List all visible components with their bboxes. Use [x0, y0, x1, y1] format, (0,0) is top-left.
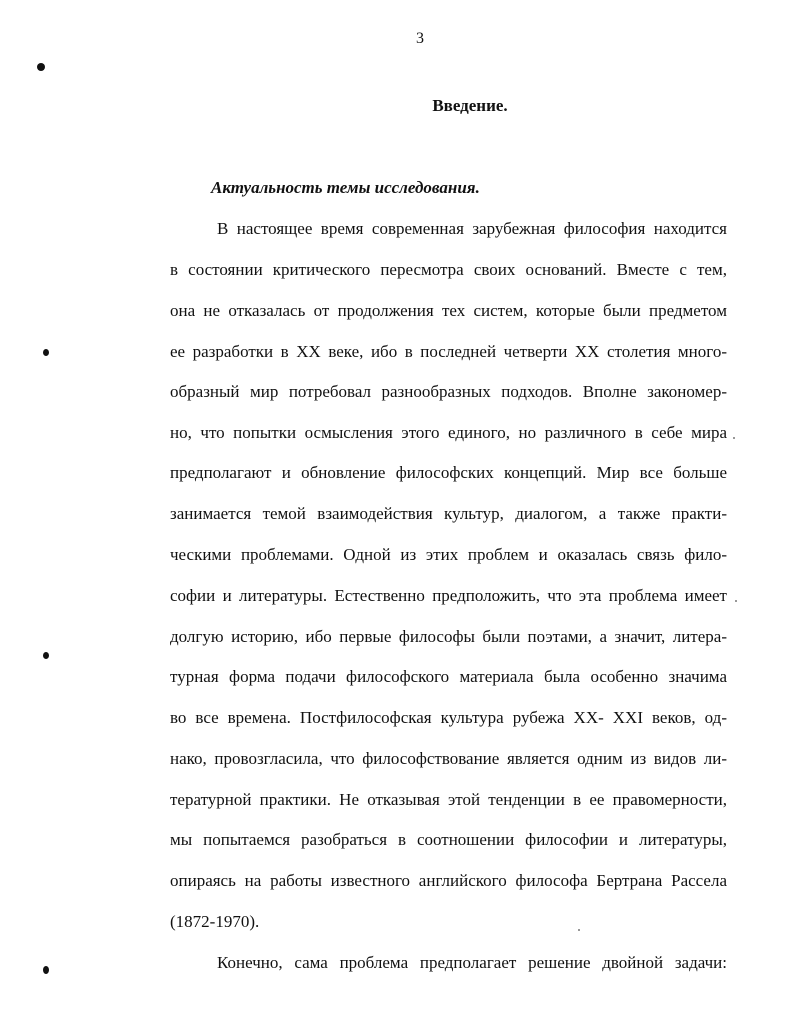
- text-line: (1872-1970).: [170, 912, 260, 931]
- text-line: предполагают и обновление философских концепций. Мир все больше: [170, 463, 727, 482]
- text-line: но, что попытки осмысления этого единого, но различного в себе мира: [170, 423, 727, 442]
- section-title: Введение.: [432, 96, 508, 115]
- section-subtitle: Актуальность темы исследования.: [211, 178, 480, 197]
- page-number: 3: [416, 30, 424, 47]
- text-line: софии и литературы. Естественно предположить, что эта проблема имеет: [170, 586, 727, 605]
- text-line: ческими проблемами. Одной из этих проблем и оказалась связь фило-: [170, 545, 727, 564]
- scan-speck: [733, 437, 735, 439]
- text-line: образный мир потребовал разнообразных подходов. Вполне закономер-: [170, 382, 727, 401]
- binding-hole-mark: [37, 63, 45, 71]
- scan-speck: [578, 929, 580, 931]
- text-line: опираясь на работы известного английского философа Бертрана Рассела: [170, 871, 727, 890]
- text-line: занимается темой взаимодействия культур, диалогом, а также практи-: [170, 504, 727, 523]
- text-line: ее разработки в XX веке, ибо в последней четверти XX столетия много-: [170, 342, 727, 361]
- text-line: нако, провозгласила, что философствование является одним из видов ли-: [170, 749, 727, 768]
- text-line: она не отказалась от продолжения тех систем, которые были предметом: [170, 301, 727, 320]
- text-line: В настоящее время современная зарубежная философия находится: [217, 219, 727, 238]
- text-line: турная форма подачи философского материала была особенно значима: [170, 667, 727, 686]
- binding-hole-mark: [43, 652, 49, 659]
- text-line: долгую историю, ибо первые философы были поэтами, а значит, литера-: [170, 627, 727, 646]
- scan-speck: [735, 600, 737, 602]
- text-line: тературной практики. Не отказывая этой тенденции в ее правомерности,: [170, 790, 727, 809]
- binding-hole-mark: [43, 966, 49, 974]
- text-line: в состоянии критического пересмотра своих оснований. Вместе с тем,: [170, 260, 727, 279]
- text-line: мы попытаемся разобраться в соотношении философии и литературы,: [170, 830, 727, 849]
- text-line: во все времена. Постфилософская культура рубежа XX- XXI веков, од-: [170, 708, 727, 727]
- text-line: Конечно, сама проблема предполагает решение двойной задачи:: [217, 953, 727, 972]
- binding-hole-mark: [43, 349, 49, 356]
